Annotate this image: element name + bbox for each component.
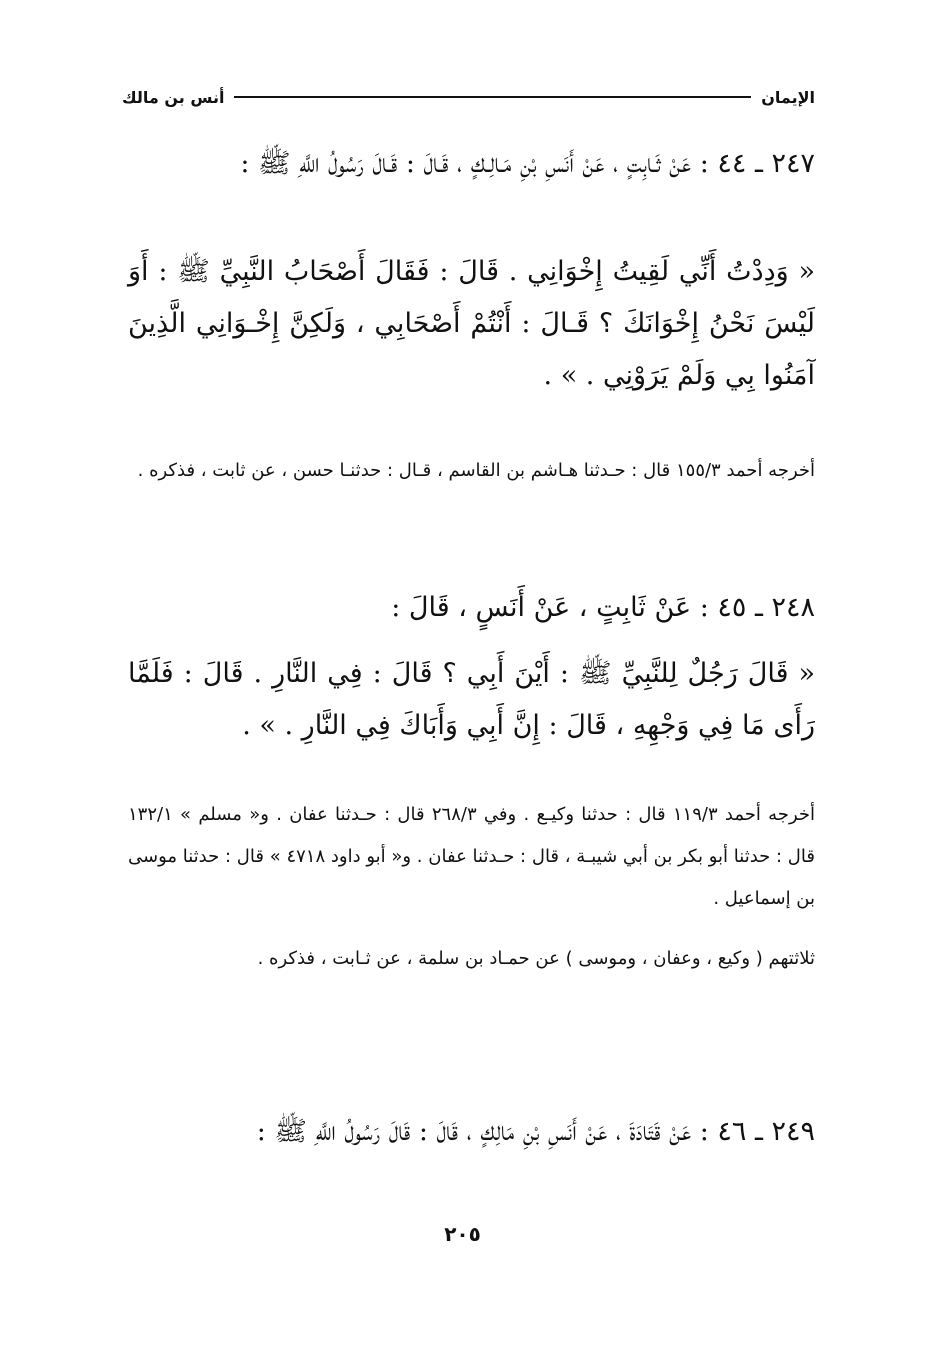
hadith-248-takhrij-2: ثلاثتهم ( وكيع ، وعفان ، وموسى ) عن حمـاد بن سلمة ، عن ثـابت ، فذكره . <box>257 948 815 969</box>
hadith-248-takhrij-1: أخرجه أحمد ١١٩/٣ قال : حدثنا وكيـع . وفي ٢٦٨/٣ قال : حـدثنا عفان . و« مسلم » ١٣٢/١ قال : حدثنا أبو بكر بن أبي شيبـة ، قال : حـدثنا عفان . و« أبو داود ٤٧١٨ » قال : حدثنا موسى بن إسماعيل . <box>128 804 815 909</box>
running-header <box>122 84 815 110</box>
hadith-248-isnad: ٢٤٨ ـ ٤٥ : عَنْ ثَابِتٍ ، عَنْ أَنَسٍ ، قَالَ : <box>391 592 815 623</box>
hadith-249-isnad: ٢٤٩ ـ ٤٦ : عَنْ قَتَادَةَ ، عَنْ أَنَسِ بْنِ مَالِكٍ ، قَالَ : قَالَ رَسُولُ اللَّهِ ﷺ : <box>256 1116 815 1147</box>
hadith-247-takhrij: أخرجه أحمد ١٥٥/٣ قال : حـدثنا هـاشم بن القاسم ، قـال : حدثنـا حسن ، عن ثابت ، فذكره . <box>137 460 815 481</box>
header-rule <box>234 96 751 98</box>
hadith-247-isnad: ٢٤٧ ـ ٤٤ : عَنْ ثَـابِتٍ ، عَنْ أَنَسِ بْنِ مَـالِـكٍ ، قَـالَ : قَـالَ رَسُولُ اللَّهِ ﷺ : <box>240 148 815 179</box>
page-number: ٢٠٥ <box>444 1222 481 1246</box>
hadith-247-matn: « وَدِدْتُ أَنِّي لَقِيتُ إِخْوَانِي . قَالَ : فَقَالَ أَصْحَابُ النَّبِيِّ ﷺ : أَوَ لَيْسَ نَحْنُ إِخْوَانَكَ ؟ قَـالَ : أَنْتُمْ أَصْحَابِي ، وَلَكِنَّ إِخْـوَانِي الَّذِينَ آمَنُوا بِي وَلَمْ يَرَوْنِي . » . <box>128 256 815 391</box>
section-title: أنس بن مالك <box>122 87 225 107</box>
chapter-title: الإيمان <box>761 87 815 107</box>
hadith-248-matn: « قَالَ رَجُلٌ لِلنَّبِيِّ ﷺ : أَيْنَ أَبِي ؟ قَالَ : فِي النَّارِ . قَالَ : فَلَمَّا رَأَى مَا فِي وَجْهِهِ ، قَالَ : إِنَّ أَبِي وَأَبَاكَ فِي النَّارِ . » . <box>128 658 815 741</box>
